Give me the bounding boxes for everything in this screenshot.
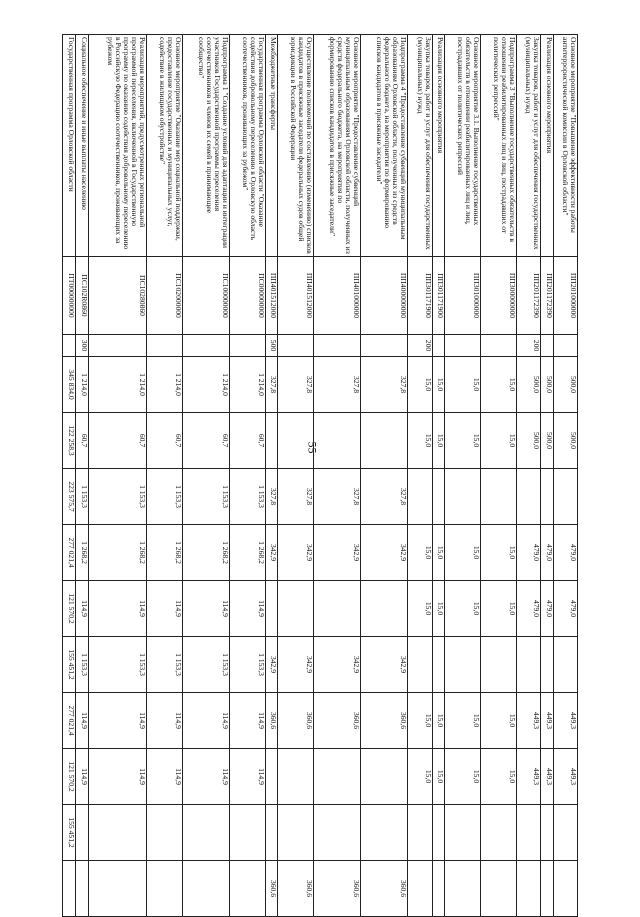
- amount-cell: [314, 581, 361, 637]
- amount-cell: 15,0: [481, 693, 517, 749]
- row-name-cell: Подпрограмма 3 "Выполнение государственных обязательств в отношении реабилитированных лиц и лиц, пострадавших от политических репрессий": [481, 35, 517, 257]
- amount-cell: [265, 581, 278, 637]
- amount-cell: 1 153,3: [230, 469, 266, 525]
- amount-cell: 500,0: [553, 357, 577, 413]
- amount-cell: 327,8: [278, 357, 314, 413]
- table-row: [147, 35, 183, 917]
- amount-cell: [540, 637, 553, 693]
- rotated-page: [62, 34, 578, 898]
- amount-cell: 360,6: [361, 693, 408, 749]
- amount-cell: 449,3: [540, 693, 553, 749]
- table-row: [75, 35, 88, 917]
- row-expense-type-cell: [553, 335, 577, 357]
- amount-cell: 155 451,2: [63, 637, 76, 693]
- amount-cell: 342,9: [278, 637, 314, 693]
- amount-cell: 342,9: [314, 637, 361, 693]
- amount-cell: 114,9: [147, 749, 183, 805]
- amount-cell: 114,9: [182, 581, 229, 637]
- amount-cell: 15,0: [445, 413, 481, 469]
- amount-cell: 1 153,3: [147, 469, 183, 525]
- amount-cell: [445, 805, 481, 861]
- amount-cell: 327,8: [314, 469, 361, 525]
- row-expense-type-cell: [432, 335, 445, 357]
- amount-cell: 500,0: [540, 413, 553, 469]
- row-expense-type-cell: [445, 335, 481, 357]
- amount-cell: 1 153,3: [88, 469, 146, 525]
- row-name-cell: Подпрограмма 1 "Создание условий для адаптации и интеграции участников Государственной программы переселения соотечественников и членов их семей в принимающее сообщество": [182, 35, 229, 257]
- amount-cell: 15,0: [432, 413, 445, 469]
- amount-cell: 342,9: [361, 525, 408, 581]
- row-code-cell: ПП201172390: [540, 257, 553, 335]
- amount-cell: 155 451,2: [63, 805, 76, 861]
- row-code-cell: ПП401512000: [265, 257, 278, 335]
- amount-cell: [481, 805, 517, 861]
- amount-cell: [408, 805, 432, 861]
- amount-cell: 342,9: [265, 525, 278, 581]
- amount-cell: 60,7: [88, 413, 146, 469]
- amount-cell: 479,0: [553, 581, 577, 637]
- row-name-cell: Осуществление полномочий по составлению (изменению) списков кандидатов в присяжные заседатели федеральных судов общей юрисдикции в Российской Федерации: [278, 35, 314, 257]
- amount-cell: [540, 805, 553, 861]
- amount-cell: [147, 861, 183, 917]
- amount-cell: [88, 805, 146, 861]
- row-expense-type-cell: [361, 335, 408, 357]
- amount-cell: 360,6: [265, 861, 278, 917]
- amount-cell: 15,0: [481, 581, 517, 637]
- amount-cell: [516, 637, 540, 693]
- amount-cell: 15,0: [445, 581, 481, 637]
- amount-cell: [408, 469, 432, 525]
- amount-cell: 360,6: [314, 693, 361, 749]
- row-name-cell: Государственная программа Орловской области "Оказание содействия добровольному переселению в Орловскую область соотечественников, проживающих за рубежом": [230, 35, 266, 257]
- row-name-cell: Реализация основного мероприятия: [540, 35, 553, 257]
- amount-cell: 327,8: [361, 357, 408, 413]
- amount-cell: 60,7: [147, 413, 183, 469]
- row-code-cell: ПС10280860: [88, 257, 146, 335]
- amount-cell: 15,0: [408, 525, 432, 581]
- amount-cell: 15,0: [445, 749, 481, 805]
- amount-cell: 500,0: [553, 413, 577, 469]
- amount-cell: 479,0: [540, 525, 553, 581]
- row-name-cell: Подпрограмма 4 "Предоставление субвенций муниципальным образованиям Орловской области, полученных из средств федерального бюджета, на мероприятия по формированию списков кандидатов в присяжные заседатели": [361, 35, 408, 257]
- amount-cell: 15,0: [481, 413, 517, 469]
- amount-cell: 479,0: [553, 525, 577, 581]
- amount-cell: 327,8: [314, 357, 361, 413]
- amount-cell: [408, 637, 432, 693]
- amount-cell: 114,9: [230, 693, 266, 749]
- amount-cell: 500,0: [516, 357, 540, 413]
- row-expense-type-cell: [481, 335, 517, 357]
- row-expense-type-cell: [230, 335, 266, 357]
- amount-cell: 479,0: [516, 525, 540, 581]
- row-code-cell: ПТ000000000: [63, 257, 76, 335]
- row-name-cell: Основное мероприятие "Предоставление субвенций муниципальным образованиям Орловской области, полученных из средств федерального бюджета, на мероприятия по формированию списков кандидатов в присяжные заседатели": [314, 35, 361, 257]
- amount-cell: 500,0: [540, 357, 553, 413]
- amount-cell: [314, 805, 361, 861]
- amount-cell: 15,0: [408, 357, 432, 413]
- amount-cell: [75, 805, 88, 861]
- amount-cell: 500,0: [516, 413, 540, 469]
- amount-cell: 121 570,2: [63, 749, 76, 805]
- amount-cell: [432, 861, 445, 917]
- amount-cell: [182, 861, 229, 917]
- amount-cell: [147, 805, 183, 861]
- amount-cell: [516, 861, 540, 917]
- table-row: [63, 35, 76, 917]
- amount-cell: 15,0: [408, 749, 432, 805]
- amount-cell: 114,9: [75, 749, 88, 805]
- amount-cell: [361, 805, 408, 861]
- amount-cell: 342,9: [278, 525, 314, 581]
- table-row: [553, 35, 577, 917]
- amount-cell: 60,7: [75, 413, 88, 469]
- amount-cell: 15,0: [481, 749, 517, 805]
- table-row: [540, 35, 553, 917]
- row-name-cell: Государственная программа Орловской области: [63, 35, 76, 257]
- amount-cell: 114,9: [75, 693, 88, 749]
- amount-cell: [265, 413, 278, 469]
- amount-cell: 15,0: [432, 749, 445, 805]
- table-row: [182, 35, 229, 917]
- amount-cell: 1 214,0: [88, 357, 146, 413]
- amount-cell: [445, 637, 481, 693]
- amount-cell: 360,6: [278, 861, 314, 917]
- amount-cell: 449,3: [516, 693, 540, 749]
- row-name-cell: Социальное обеспечение и иные выплаты населению: [75, 35, 88, 257]
- amount-cell: [481, 469, 517, 525]
- amount-cell: 114,9: [182, 749, 229, 805]
- amount-cell: [432, 469, 445, 525]
- amount-cell: [265, 749, 278, 805]
- amount-cell: 223 575,7: [63, 469, 76, 525]
- amount-cell: [361, 749, 408, 805]
- amount-cell: [88, 861, 146, 917]
- amount-cell: 15,0: [432, 525, 445, 581]
- amount-cell: [553, 805, 577, 861]
- amount-cell: 1 153,3: [75, 637, 88, 693]
- amount-cell: [63, 861, 76, 917]
- amount-cell: 1 214,0: [75, 357, 88, 413]
- amount-cell: 277 021,4: [63, 525, 76, 581]
- row-expense-type-cell: [540, 335, 553, 357]
- amount-cell: [432, 637, 445, 693]
- budget-table-sheet: [62, 34, 578, 898]
- amount-cell: 1 214,0: [182, 357, 229, 413]
- table-row: [408, 35, 432, 917]
- row-code-cell: ПП400000000: [361, 257, 408, 335]
- amount-cell: 15,0: [432, 693, 445, 749]
- amount-cell: [516, 805, 540, 861]
- amount-cell: [432, 805, 445, 861]
- amount-cell: 360,6: [361, 861, 408, 917]
- amount-cell: [361, 413, 408, 469]
- amount-cell: 327,8: [361, 469, 408, 525]
- table-row: [516, 35, 540, 917]
- amount-cell: 114,9: [147, 581, 183, 637]
- row-name-cell: Закупка товаров, работ и услуг для обеспечения государственных (муниципальных) нужд: [408, 35, 432, 257]
- amount-cell: [445, 861, 481, 917]
- amount-cell: 449,3: [553, 693, 577, 749]
- row-code-cell: ПП301000000: [445, 257, 481, 335]
- amount-cell: 15,0: [445, 525, 481, 581]
- budget-table: [62, 34, 578, 917]
- row-expense-type-cell: 300: [75, 335, 88, 357]
- amount-cell: 1 153,3: [230, 637, 266, 693]
- row-name-cell: Реализация основного мероприятия: [432, 35, 445, 257]
- table-row: [265, 35, 278, 917]
- amount-cell: 114,9: [88, 581, 146, 637]
- amount-cell: 449,3: [540, 749, 553, 805]
- amount-cell: 1 153,3: [75, 469, 88, 525]
- amount-cell: 1 153,3: [147, 637, 183, 693]
- row-code-cell: ПС102R0860: [75, 257, 88, 335]
- amount-cell: [265, 805, 278, 861]
- amount-cell: [230, 805, 266, 861]
- amount-cell: 15,0: [408, 581, 432, 637]
- row-code-cell: ПС100000000: [182, 257, 229, 335]
- row-expense-type-cell: [63, 335, 76, 357]
- budget-table-body: [63, 35, 578, 917]
- amount-cell: 449,3: [553, 749, 577, 805]
- amount-cell: 15,0: [445, 357, 481, 413]
- amount-cell: 1 268,2: [88, 525, 146, 581]
- amount-cell: 114,9: [75, 581, 88, 637]
- amount-cell: 1 214,0: [147, 357, 183, 413]
- amount-cell: [516, 469, 540, 525]
- amount-cell: 360,6: [314, 861, 361, 917]
- row-code-cell: ПП201000000: [553, 257, 577, 335]
- amount-cell: [75, 861, 88, 917]
- amount-cell: 114,9: [182, 693, 229, 749]
- amount-cell: [553, 469, 577, 525]
- amount-cell: [540, 469, 553, 525]
- amount-cell: 114,9: [88, 749, 146, 805]
- row-code-cell: ПП301171900: [432, 257, 445, 335]
- amount-cell: [540, 861, 553, 917]
- row-expense-type-cell: [278, 335, 314, 357]
- amount-cell: 1 153,3: [88, 637, 146, 693]
- amount-cell: 479,0: [540, 581, 553, 637]
- row-expense-type-cell: [314, 335, 361, 357]
- amount-cell: 327,8: [278, 469, 314, 525]
- amount-cell: 15,0: [408, 413, 432, 469]
- row-expense-type-cell: [182, 335, 229, 357]
- table-row: [361, 35, 408, 917]
- amount-cell: [278, 749, 314, 805]
- amount-cell: 114,9: [230, 581, 266, 637]
- amount-cell: 15,0: [445, 693, 481, 749]
- amount-cell: [481, 637, 517, 693]
- table-row: [278, 35, 314, 917]
- amount-cell: 15,0: [432, 357, 445, 413]
- row-code-cell: ПП300000000: [481, 257, 517, 335]
- amount-cell: [445, 469, 481, 525]
- row-code-cell: ПП201172390: [516, 257, 540, 335]
- amount-cell: [553, 637, 577, 693]
- row-code-cell: ПС000000000: [230, 257, 266, 335]
- table-row: [314, 35, 361, 917]
- row-expense-type-cell: [147, 335, 183, 357]
- amount-cell: [278, 413, 314, 469]
- amount-cell: 122 258,3: [63, 413, 76, 469]
- amount-cell: 60,7: [182, 413, 229, 469]
- row-code-cell: ПС102000000: [147, 257, 183, 335]
- table-row: [445, 35, 481, 917]
- amount-cell: 121 570,2: [63, 581, 76, 637]
- amount-cell: 327,8: [265, 357, 278, 413]
- amount-cell: [553, 861, 577, 917]
- amount-cell: 1 214,0: [230, 357, 266, 413]
- amount-cell: 327,8: [265, 469, 278, 525]
- amount-cell: 15,0: [481, 525, 517, 581]
- amount-cell: [182, 805, 229, 861]
- row-name-cell: Основное мероприятие "Повышение эффективности работы антитеррористической комиссии в Орловской области": [553, 35, 577, 257]
- amount-cell: 342,9: [265, 637, 278, 693]
- table-row: [88, 35, 146, 917]
- amount-cell: 360,6: [278, 693, 314, 749]
- amount-cell: [408, 861, 432, 917]
- amount-cell: 1 153,3: [182, 469, 229, 525]
- row-code-cell: ПП401512000: [278, 257, 314, 335]
- amount-cell: 449,3: [516, 749, 540, 805]
- amount-cell: 1 268,2: [230, 525, 266, 581]
- amount-cell: 1 153,3: [182, 637, 229, 693]
- amount-cell: 345 834,0: [63, 357, 76, 413]
- amount-cell: 15,0: [432, 581, 445, 637]
- amount-cell: 342,9: [314, 525, 361, 581]
- amount-cell: 60,7: [230, 413, 266, 469]
- amount-cell: [230, 861, 266, 917]
- amount-cell: 15,0: [408, 693, 432, 749]
- row-name-cell: Межбюджетные трансферты: [265, 35, 278, 257]
- amount-cell: 114,9: [230, 749, 266, 805]
- amount-cell: 1 268,2: [147, 525, 183, 581]
- amount-cell: 15,0: [481, 357, 517, 413]
- row-name-cell: Основное мероприятие "Оказание мер социальной поддержки, предоставление государственных и муниципальных услуг, содействие в жилищном обустройстве": [147, 35, 183, 257]
- amount-cell: 360,6: [265, 693, 278, 749]
- amount-cell: 114,9: [88, 693, 146, 749]
- amount-cell: [314, 749, 361, 805]
- amount-cell: [278, 805, 314, 861]
- amount-cell: [481, 861, 517, 917]
- amount-cell: 1 268,2: [182, 525, 229, 581]
- amount-cell: 114,9: [147, 693, 183, 749]
- table-row: [432, 35, 445, 917]
- amount-cell: 1 268,2: [75, 525, 88, 581]
- row-expense-type-cell: 200: [516, 335, 540, 357]
- amount-cell: [278, 581, 314, 637]
- amount-cell: [314, 413, 361, 469]
- row-expense-type-cell: [88, 335, 146, 357]
- amount-cell: 342,9: [361, 637, 408, 693]
- row-name-cell: Закупка товаров, работ и услуг для обеспечения государственных (муниципальных) нужд: [516, 35, 540, 257]
- table-row: [230, 35, 266, 917]
- amount-cell: 479,0: [516, 581, 540, 637]
- row-expense-type-cell: 500: [265, 335, 278, 357]
- row-code-cell: ПП301171900: [408, 257, 432, 335]
- row-code-cell: ПП401000000: [314, 257, 361, 335]
- row-name-cell: Основное мероприятие 3.1. Выполнение государственных обязательств в отношении реабилитированных лиц и лиц, пострадавших от политических репрессий: [445, 35, 481, 257]
- amount-cell: [361, 581, 408, 637]
- row-name-cell: Реализация мероприятий, предусмотренных региональной программой переселения, включенной в Государственную программу по оказанию содействия добровольному переселению в Российскую Федерацию соотечественников, проживающих за рубежом: [88, 35, 146, 257]
- table-row: [481, 35, 517, 917]
- row-expense-type-cell: 200: [408, 335, 432, 357]
- page-number: 55: [305, 441, 320, 454]
- amount-cell: 277 021,4: [63, 693, 76, 749]
